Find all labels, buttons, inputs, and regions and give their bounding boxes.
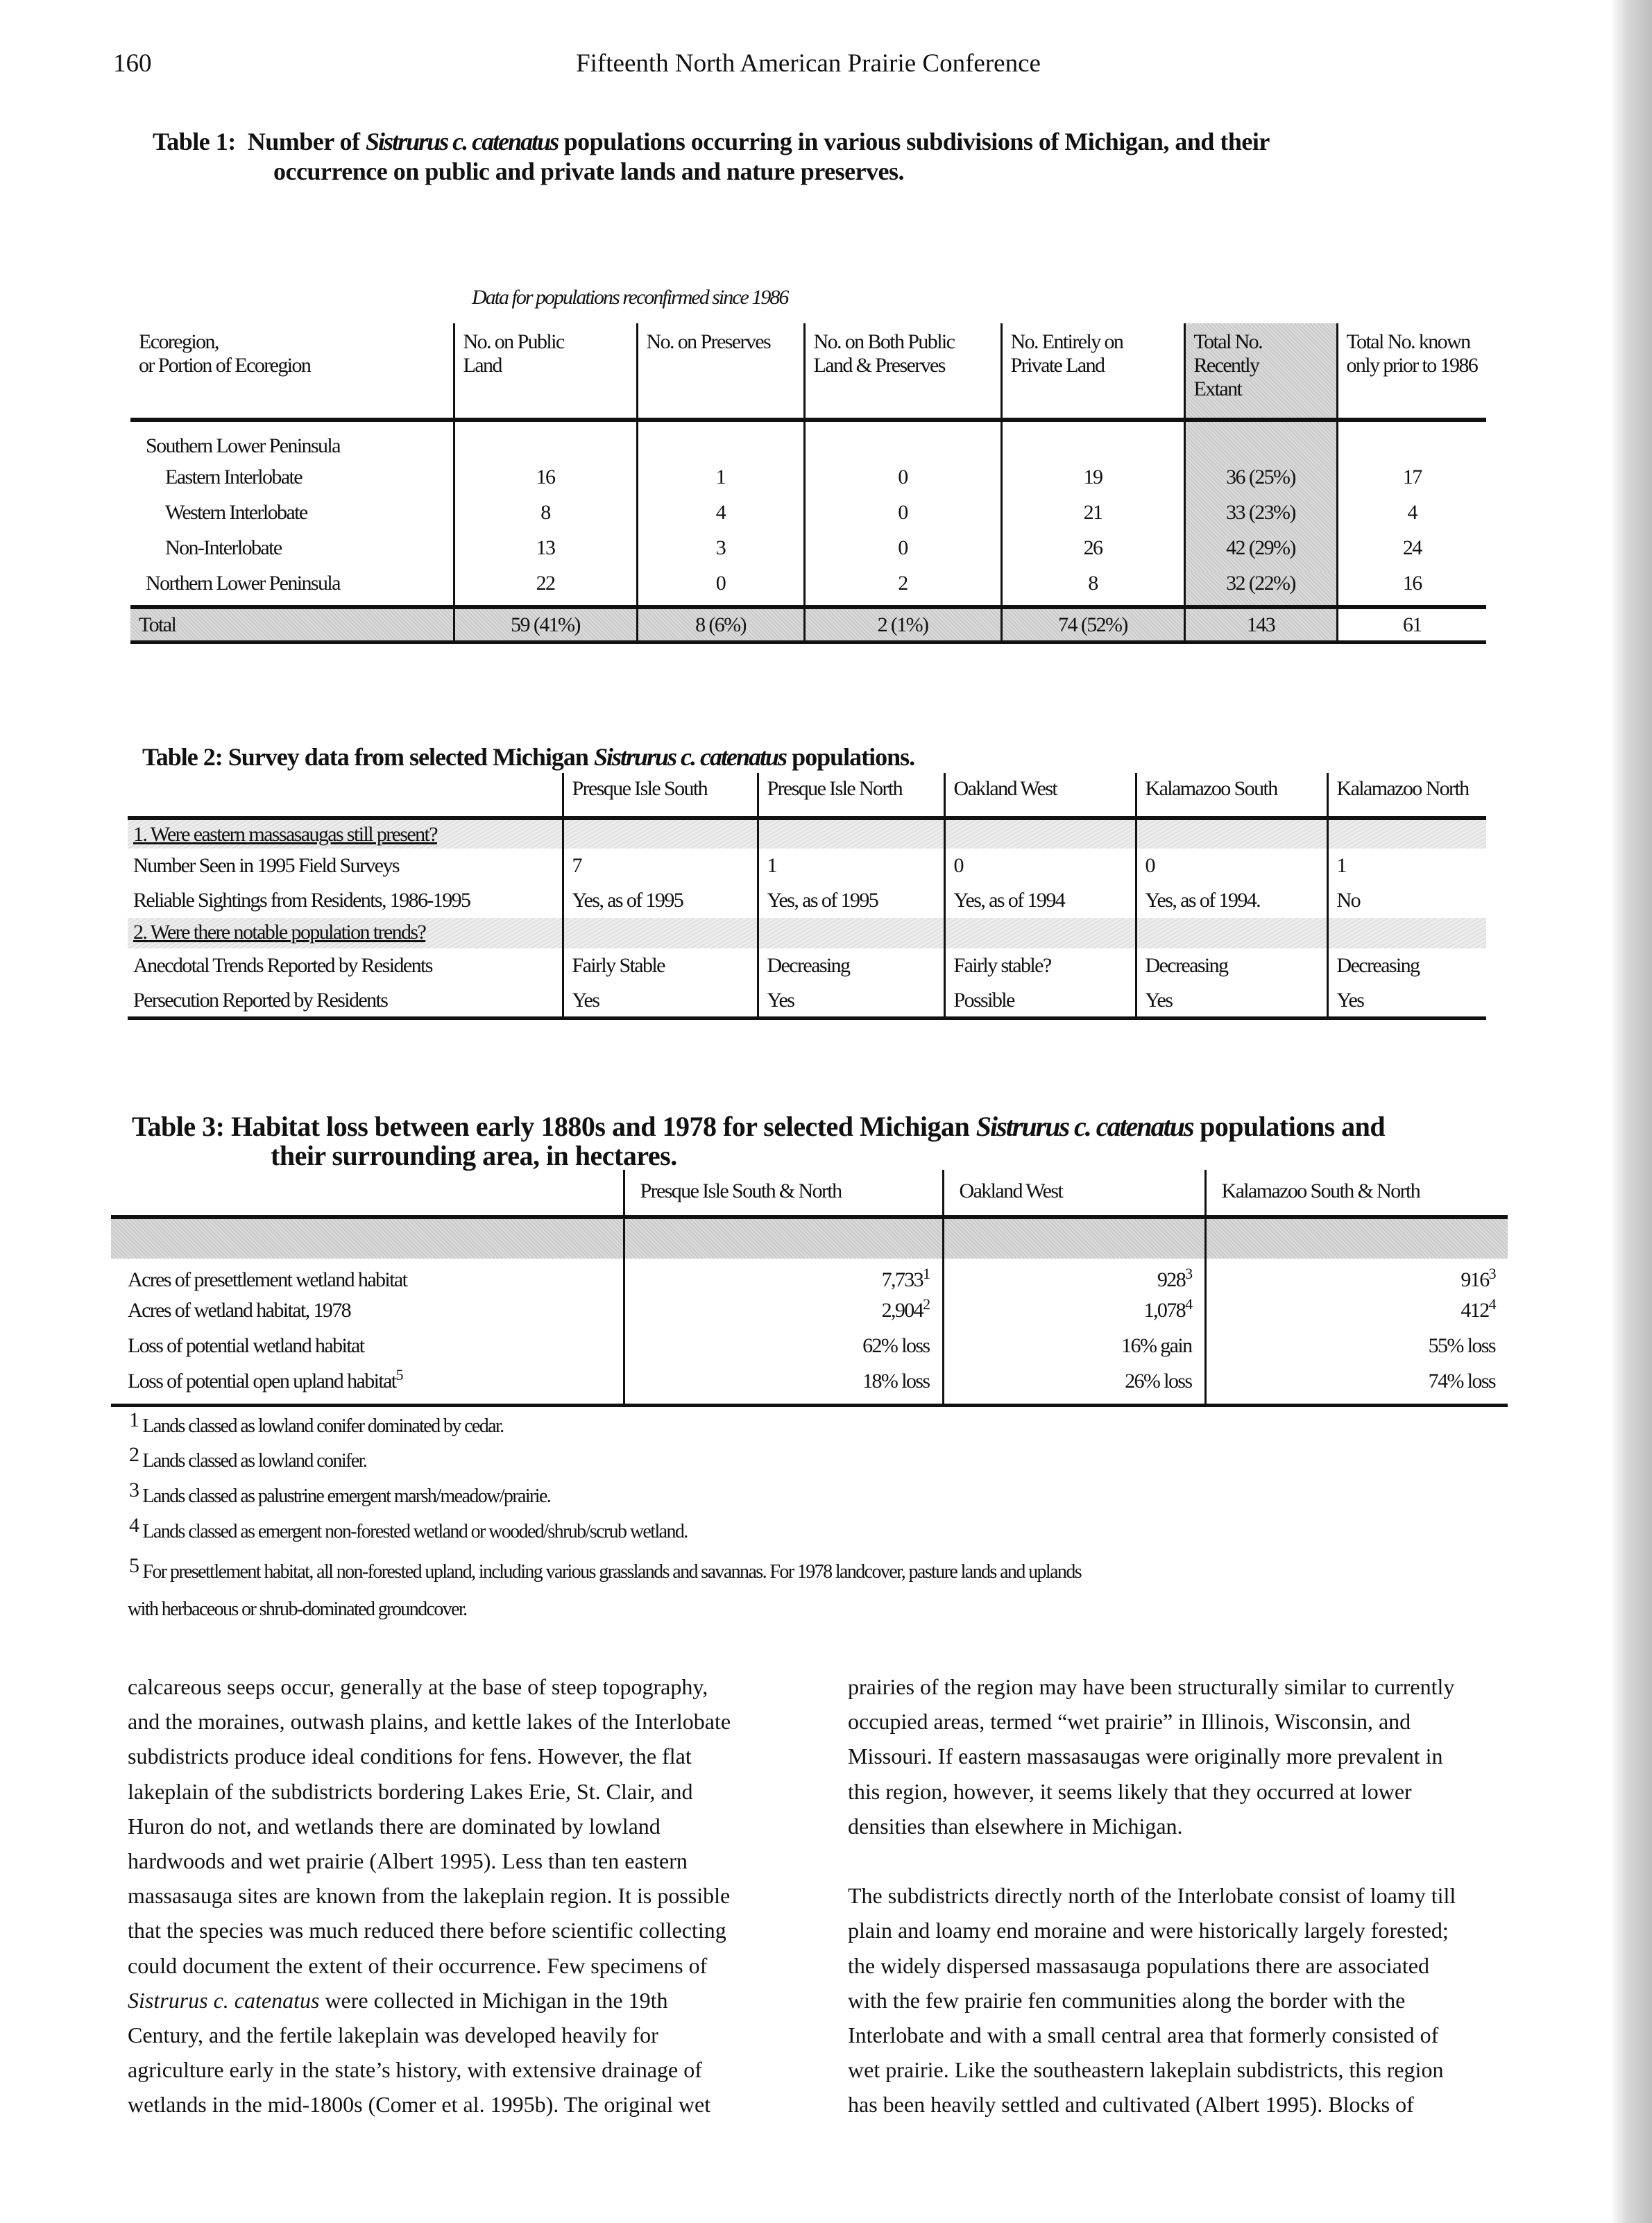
table2-column-header: Presque Isle South: [563, 773, 758, 818]
table1-cell: 19: [1001, 466, 1184, 501]
table2-cell: 0: [1136, 849, 1327, 883]
body-text-line: [848, 1983, 1456, 2018]
table2-cell: Yes: [758, 983, 944, 1018]
table3-cell: [1205, 1259, 1508, 1299]
line-text: prairies of the region may have been structurally similar to currently: [848, 1674, 1455, 1699]
table3-cell-value: 928: [1157, 1268, 1186, 1291]
body-text-line: [128, 1983, 731, 2018]
table3-row: [111, 1259, 1508, 1299]
table1-total-cell: 74 (52%): [1001, 607, 1184, 642]
footnote-number: 3: [129, 1479, 139, 1501]
table2-cell: No: [1327, 883, 1486, 918]
body-text-line: [848, 1774, 1456, 1809]
table2-section-row: [128, 918, 1486, 948]
line-text: Century, and the fertile lakeplain was developed heavily for: [128, 2022, 658, 2047]
table3-cell: [943, 1259, 1205, 1299]
table2-cell: Yes, as of 1994.: [1136, 883, 1327, 918]
table1-cell: 24: [1337, 536, 1486, 572]
table2-section-title: 2. Were there notable population trends?: [133, 921, 426, 944]
table2-row-label: Reliable Sightings from Residents, 1986-1995: [133, 889, 470, 912]
table2-section-cell: [1327, 918, 1486, 948]
table1-cell: 16: [1337, 572, 1486, 607]
table3-cell: [1205, 1334, 1508, 1370]
header-text: No. on Both Public: [813, 330, 955, 353]
table3-cell-value: 2,904: [881, 1299, 923, 1322]
line-text: has been heavily settled and cultivated (Albert 1995). Blocks of: [848, 2092, 1414, 2118]
table3-cell: [943, 1370, 1205, 1405]
body-text-line: [848, 1948, 1456, 1983]
footnote: [129, 1443, 367, 1472]
line-text: plain and loamy end moraine and were historically largely forested;: [848, 1918, 1449, 1943]
table2-row: [128, 883, 1486, 918]
footnote-marker: 1: [923, 1265, 930, 1282]
table1-cell: [1337, 420, 1486, 466]
line-text: wet prairie. Like the southeastern lakeplain subdistricts, this region: [848, 2057, 1444, 2083]
footnote-marker: 3: [1185, 1265, 1192, 1282]
line-text: Interlobate and with a small central area that formerly consisted of: [848, 2022, 1439, 2047]
header-text: or Portion of Ecoregion: [139, 354, 311, 377]
table1-cell: [454, 420, 637, 466]
line-text: Missouri. If eastern massasaugas were originally more prevalent in: [848, 1744, 1443, 1769]
table3-column-header: Oakland West: [943, 1170, 1205, 1217]
table1-row: [130, 420, 1486, 466]
table1-cell: [1001, 420, 1184, 466]
table1-row-label: Southern Lower Peninsula: [146, 434, 340, 457]
table2-section-cell: [1327, 818, 1486, 849]
table1-cell: 21: [1001, 501, 1184, 536]
table2-row: [128, 983, 1486, 1018]
table2-cell: Yes, as of 1994: [944, 883, 1136, 918]
table2-cell: Yes: [1327, 983, 1486, 1018]
table1-cell: [804, 420, 1001, 466]
footnote-marker: 2: [923, 1295, 930, 1313]
table1-caption: Table 1: Number of Sistrurus c. catenatus populations occurring in various subdivisions of Michigan, and their: [153, 128, 1270, 155]
table1-cell: 3: [637, 536, 804, 572]
body-text-line: [848, 1913, 1456, 1948]
species-name: Sistrurus c. catenatus: [128, 1987, 320, 2013]
table2-row-label: Number Seen in 1995 Field Surveys: [133, 854, 399, 877]
table2-header-row: [128, 773, 1486, 818]
line-text: the widely dispersed massasauga populations there are associated: [848, 1952, 1429, 1978]
table1-total-cell: 8 (6%): [637, 607, 804, 642]
table3-row-label-text: Loss of potential wetland habitat: [128, 1334, 364, 1357]
table2-cell: 0: [944, 849, 1136, 883]
header-text: Total No. known: [1346, 330, 1470, 353]
body-text-line: [848, 1704, 1456, 1739]
table1-header-row: [130, 323, 1486, 420]
table3-header-row: [111, 1170, 1508, 1217]
table2-cell: Fairly stable?: [944, 948, 1136, 983]
page-number: 160: [113, 49, 152, 78]
body-text-line: [128, 2052, 731, 2087]
table1-total-cell: 59 (41%): [454, 607, 637, 642]
table3-shaded-band: [111, 1217, 1508, 1259]
table2-caption: Table 2: Survey data from selected Michigan Sistrurus c. catenatus populations.: [142, 743, 915, 771]
table3-row-label-text: Acres of presettlement wetland habitat: [128, 1268, 407, 1291]
table3-row-label: [111, 1334, 624, 1370]
footnote-marker: 5: [395, 1366, 402, 1383]
body-text-line: [128, 1704, 731, 1739]
table2-section-cell: [758, 918, 944, 948]
table1-cell: 1: [637, 466, 804, 501]
table2-section-cell: [758, 818, 944, 849]
table2-cell: Decreasing: [1136, 948, 1327, 983]
line-text: wetlands in the mid-1800s (Comer et al. 1995b). The original wet: [128, 2092, 711, 2118]
line-text: and the moraines, outwash plains, and kettle lakes of the Interlobate: [128, 1709, 731, 1735]
footnote-number: 4: [129, 1514, 139, 1537]
table1-cell: 17: [1337, 466, 1486, 501]
body-column-right: [848, 1669, 1456, 2122]
table2-column-header: Kalamazoo South: [1136, 773, 1327, 818]
table1-total-cell: 143: [1184, 607, 1337, 642]
footnote: [129, 1554, 1082, 1583]
running-title: Fifteenth North American Prairie Conference: [576, 49, 1041, 78]
table3-row-label: [111, 1366, 624, 1405]
body-text-line: [128, 1948, 731, 1983]
line-text: that the species was much reduced there before scientific collecting: [128, 1918, 726, 1943]
body-text-line: [128, 1739, 731, 1773]
table3-caption-line2: their surrounding area, in hectares.: [271, 1140, 677, 1171]
body-text-line: [128, 2087, 731, 2122]
table1-subtitle: Data for populations reconfirmed since 1986: [472, 286, 788, 309]
footnote-marker: 4: [1488, 1295, 1495, 1313]
table2-cell: Fairly Stable: [563, 948, 758, 983]
table3-cell: [943, 1295, 1205, 1334]
table2: [128, 773, 1486, 1020]
table1-cell: 26: [1001, 536, 1184, 572]
table3-row: [111, 1299, 1508, 1334]
table2-section-cell: [944, 818, 1136, 849]
table2-section-cell: [1136, 818, 1327, 849]
footnote-number: 2: [129, 1443, 139, 1466]
line-text: were collected in Michigan in the 19th: [319, 1987, 668, 2013]
table1-cell: 4: [1337, 501, 1486, 536]
table1-total-cell: 2 (1%): [804, 607, 1001, 642]
table1-row-label: Non-Interlobate: [165, 536, 282, 559]
table1-cell: [1184, 420, 1337, 466]
body-text-line: [848, 1669, 1456, 1704]
table3-cell-value: 1,078: [1143, 1299, 1186, 1322]
table3-column-header: Kalamazoo South & North: [1205, 1170, 1508, 1217]
table3-caption: Table 3: Habitat loss between early 1880s and 1978 for selected Michigan Sistrurus c. catenatus populations and: [132, 1111, 1386, 1142]
line-text: with the few prairie fen communities along the border with the: [848, 1987, 1406, 2013]
table2-cell: Yes: [1136, 983, 1327, 1018]
table2-column-header: Oakland West: [944, 773, 1136, 818]
body-text-line: [848, 1878, 1456, 1913]
table3-cell-value: 74% loss: [1428, 1370, 1495, 1392]
footnote: [129, 1514, 688, 1543]
table3-cell-value: 62% loss: [862, 1334, 930, 1357]
table2-section-cell: [563, 918, 758, 948]
table3-cell-value: 26% loss: [1125, 1370, 1192, 1392]
body-text-line: [848, 1739, 1456, 1773]
body-text-line: [848, 1809, 1456, 1843]
table1-column-header: [1184, 323, 1337, 420]
line-text: hardwoods and wet prairie (Albert 1995). Less than ten eastern: [128, 1848, 688, 1873]
table1-total-row: [130, 607, 1486, 642]
table1-cell: 4: [637, 501, 804, 536]
footnote-marker: 4: [1185, 1295, 1192, 1313]
line-text: could document the extent of their occurrence. Few specimens of: [128, 1952, 708, 1978]
table3-cell-value: 55% loss: [1428, 1334, 1495, 1357]
table3-row-label-text: Acres of wetland habitat, 1978: [128, 1299, 351, 1322]
table2-section-title: 1. Were eastern massasaugas still present?: [133, 823, 437, 846]
line-text: agriculture early in the state’s history, with extensive drainage of: [128, 2057, 702, 2083]
line-text: occupied areas, termed “wet prairie” in Illinois, Wisconsin, and: [848, 1709, 1411, 1735]
footnote-text: Lands classed as palustrine emergent marsh/meadow/prairie.: [142, 1485, 551, 1507]
table1-row: [130, 572, 1486, 607]
footnote-text: For presettlement habitat, all non-forested upland, including various grasslands and savannas. For 1978 landcover, pasture lands and uplands: [142, 1561, 1082, 1583]
header-text: No. Entirely on: [1010, 330, 1123, 353]
table1-total-label: Total: [130, 607, 454, 642]
table3-row-label: [111, 1299, 624, 1334]
body-text-line: [128, 1774, 731, 1809]
table3-corner-cell: [111, 1170, 624, 1217]
table2-section-cell: [563, 818, 758, 849]
body-text-line: [128, 1669, 731, 1704]
table3-row: [111, 1370, 1508, 1405]
table1-cell: 36 (25%): [1184, 466, 1337, 501]
table1-row: [130, 536, 1486, 572]
table2-row-label: Anecdotal Trends Reported by Residents: [133, 954, 432, 977]
table2-row: [128, 948, 1486, 983]
table1-cell: 0: [804, 536, 1001, 572]
line-text: Huron do not, and wetlands there are dominated by lowland: [128, 1813, 661, 1839]
header-text: Extant: [1193, 377, 1242, 400]
header-text: Land: [463, 354, 502, 377]
table2-row-label: Persecution Reported by Residents: [133, 989, 388, 1012]
body-text-line: [848, 2087, 1456, 2122]
body-text-line: [128, 2018, 731, 2052]
footnote-number: 5: [129, 1554, 139, 1577]
table1-row-label: Eastern Interlobate: [165, 466, 302, 488]
table3-cell-value: 412: [1461, 1299, 1489, 1322]
table1: [130, 323, 1486, 644]
body-text-line: [128, 1878, 731, 1913]
table1-row-label: Western Interlobate: [165, 501, 307, 524]
header-text: Land & Preserves: [813, 354, 945, 377]
table3-row: [111, 1334, 1508, 1370]
table1-total-cell: 61: [1337, 607, 1486, 642]
table3-cell: [1205, 1370, 1508, 1405]
body-text-line: [128, 1843, 731, 1878]
table2-section-cell: [944, 918, 1136, 948]
table3-column-header: Presque Isle South & North: [624, 1170, 943, 1217]
table3-cell-value: 7,733: [881, 1268, 923, 1291]
table2-cell: 1: [1327, 849, 1486, 883]
footnote-text: Lands classed as emergent non-forested wetland or wooded/shrub/scrub wetland.: [142, 1521, 688, 1542]
table3-cell: [624, 1259, 943, 1299]
table2-cell: Yes, as of 1995: [563, 883, 758, 918]
table3-row-label-text: Loss of potential open upland habitat: [128, 1370, 396, 1392]
table3: [111, 1170, 1508, 1407]
table2-column-header: Kalamazoo North: [1327, 773, 1486, 818]
table1-column-header: [637, 323, 804, 420]
table1-row: [130, 501, 1486, 536]
table1-column-header: [1001, 323, 1184, 420]
table1-row-label: Northern Lower Peninsula: [146, 572, 340, 595]
table1-caption-line2: occurrence on public and private lands and nature preserves.: [273, 157, 905, 185]
table3-row-label: [111, 1259, 624, 1299]
body-text-line: [848, 2018, 1456, 2052]
header-text: only prior to 1986: [1346, 354, 1478, 377]
table3-cell: [624, 1295, 943, 1334]
scan-edge-shadow: [1610, 0, 1652, 2223]
line-text: calcareous seeps occur, generally at the base of steep topography,: [128, 1674, 708, 1699]
table2-cell: Possible: [944, 983, 1136, 1018]
table2-column-header: Presque Isle North: [758, 773, 944, 818]
table1-column-header: [1337, 323, 1486, 420]
table1-cell: 42 (29%): [1184, 536, 1337, 572]
line-text: The subdistricts directly north of the Interlobate consist of loamy till: [848, 1883, 1456, 1909]
header-text: Total No.: [1193, 330, 1262, 353]
table3-cell: [624, 1370, 943, 1405]
table3-cell: [624, 1334, 943, 1370]
line-text: subdistricts produce ideal conditions for fens. However, the flat: [128, 1744, 692, 1769]
table1-row: [130, 466, 1486, 501]
footnote-text: Lands classed as lowland conifer.: [142, 1450, 367, 1472]
body-text-line: [848, 1843, 1456, 1878]
table1-cell: 0: [637, 572, 804, 607]
table2-cell: Yes: [563, 983, 758, 1018]
table1-cell: 2: [804, 572, 1001, 607]
footnote-text: Lands classed as lowland conifer dominated by cedar.: [142, 1415, 504, 1437]
table1-cell: 0: [804, 466, 1001, 501]
table2-cell: Decreasing: [1327, 948, 1486, 983]
table3-cell-value: 916: [1461, 1268, 1489, 1291]
header-text: Private Land: [1010, 354, 1105, 377]
table2-cell: 7: [563, 849, 758, 883]
footnote: [129, 1479, 551, 1508]
footnote-marker: 3: [1488, 1265, 1495, 1282]
table2-cell: 1: [758, 849, 944, 883]
header-text: Recently: [1193, 354, 1259, 377]
table2-row: [128, 849, 1486, 883]
table3-cell-value: 18% loss: [862, 1370, 930, 1392]
body-text-line: [128, 1809, 731, 1843]
line-text: this region, however, it seems likely that they occurred at lower: [848, 1778, 1412, 1804]
table1-cell: 16: [454, 466, 637, 501]
line-text: massasauga sites are known from the lakeplain region. It is possible: [128, 1883, 731, 1909]
table2-cell: Yes, as of 1995: [758, 883, 944, 918]
table3-cell: [1205, 1295, 1508, 1334]
table1-cell: 32 (22%): [1184, 572, 1337, 607]
table2-corner-cell: [128, 773, 563, 818]
header-text: Ecoregion,: [139, 330, 219, 353]
header-text: No. on Public: [463, 330, 564, 353]
table1-cell: [637, 420, 804, 466]
table2-section-cell: [1136, 918, 1327, 948]
body-text-line: [848, 2052, 1456, 2087]
body-text-line: [128, 1913, 731, 1948]
footnote: [129, 1408, 504, 1438]
table1-column-header: [804, 323, 1001, 420]
table1-column-header: [130, 323, 454, 420]
table1-cell: 8: [454, 501, 637, 536]
footnote-number: 1: [129, 1408, 139, 1431]
header-text: No. on Preserves: [646, 330, 771, 353]
line-text: lakeplain of the subdistricts bordering Lakes Erie, St. Clair, and: [128, 1778, 693, 1804]
body-column-left: [128, 1669, 731, 2122]
table1-column-header: [454, 323, 637, 420]
footnote-continuation: with herbaceous or shrub-dominated groundcover.: [128, 1599, 467, 1620]
table1-cell: 13: [454, 536, 637, 572]
table3-cell-value: 16% gain: [1121, 1334, 1192, 1357]
line-text: densities than elsewhere in Michigan.: [848, 1813, 1183, 1839]
table2-section-row: [128, 818, 1486, 849]
table1-cell: 8: [1001, 572, 1184, 607]
table3-cell: [943, 1334, 1205, 1370]
table1-cell: 0: [804, 501, 1001, 536]
table1-cell: 22: [454, 572, 637, 607]
table2-cell: Decreasing: [758, 948, 944, 983]
table1-cell: 33 (23%): [1184, 501, 1337, 536]
